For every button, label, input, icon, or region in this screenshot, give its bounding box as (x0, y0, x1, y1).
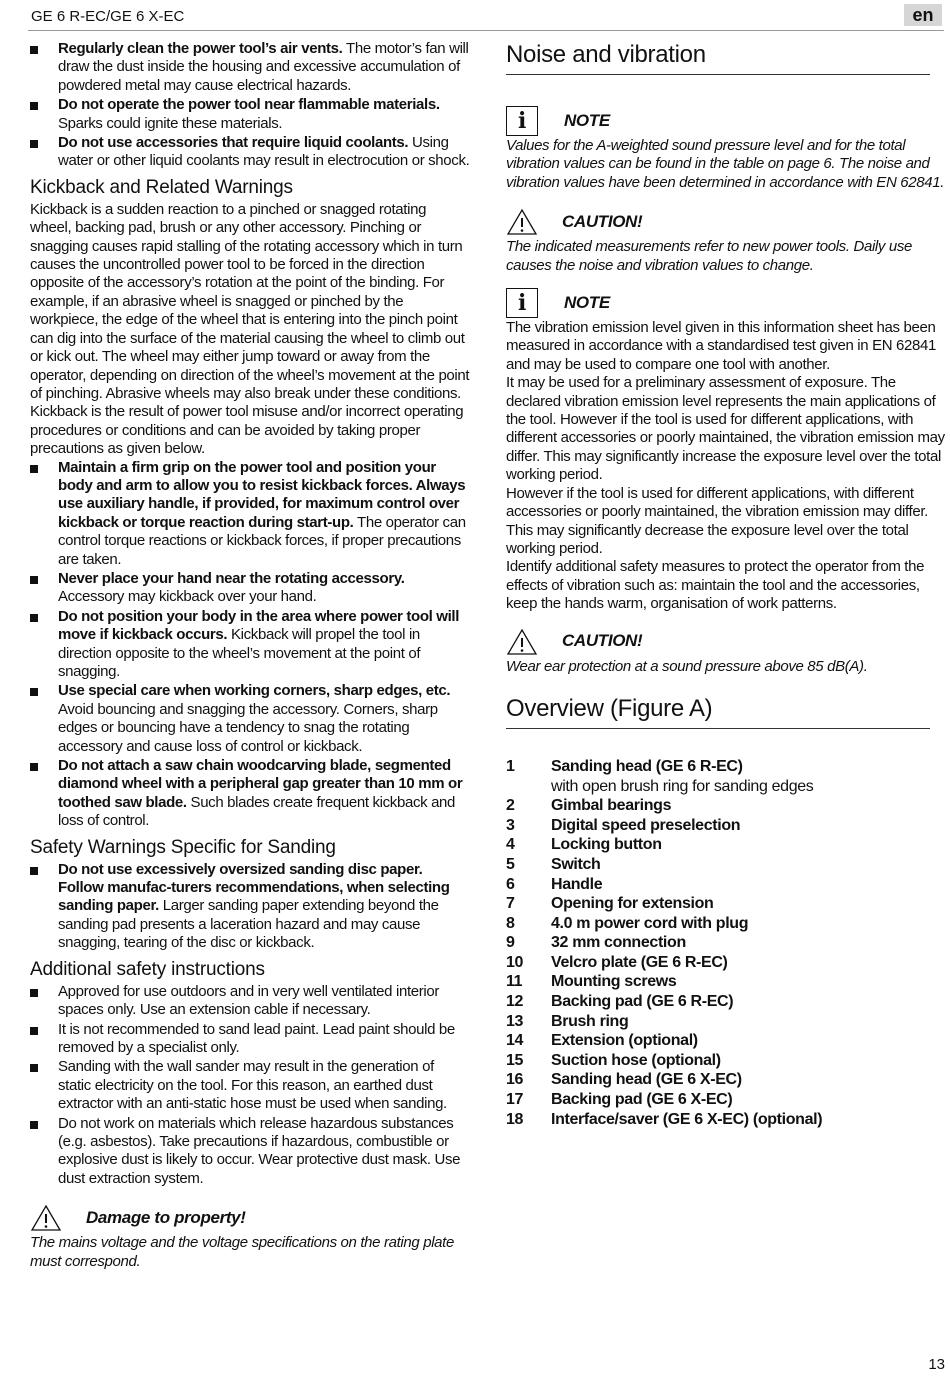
item-label: Handle (551, 875, 603, 893)
bullet-square-icon (30, 867, 38, 875)
item-number: 1 (506, 757, 515, 775)
overview-item (506, 1090, 946, 1110)
item-label: Gimbal bearings (551, 797, 672, 815)
warning-triangle-icon (30, 1204, 62, 1232)
item-label: Locking button (551, 836, 662, 854)
item-label: Interface/saver (GE 6 X-EC) (optional) (551, 1110, 823, 1128)
overview-heading: Overview (Figure A) (506, 694, 930, 729)
list-item (30, 983, 470, 1020)
overview-item (506, 953, 946, 973)
right-column (506, 40, 946, 1129)
header-title: GE 6 R-EC/GE 6 X-EC (31, 8, 185, 25)
item-number: 4 (506, 836, 515, 854)
list-item-text: Accessory may kickback over your hand. (58, 588, 317, 606)
item-label: 32 mm connection (551, 934, 686, 952)
list-item (30, 608, 470, 682)
warning-triangle-icon (506, 628, 538, 656)
list-item-text: Do not work on materials which release hazardous substances (e.g. asbestos). Take precautions if hazardous, combustible or explosive dust is likely to occur. Wear protective dust mask. Use dust extraction system. (58, 1114, 461, 1187)
list-item-text: Sanding with the wall sander may result in the generation of static electricity on the tool. For this reason, an earthed dust extractor with an anti-static hose must be used when sanding. (58, 1058, 447, 1113)
notice-head (506, 626, 946, 658)
overview-item (506, 914, 946, 934)
damage-label: Damage to property! (86, 1207, 246, 1227)
list-item (30, 40, 470, 95)
overview-item (506, 796, 946, 816)
item-number: 10 (506, 953, 524, 971)
bullet-list-additional (30, 983, 470, 1188)
caution-2 (506, 626, 946, 676)
notice-head (506, 206, 946, 238)
bullet-square-icon (30, 46, 38, 54)
list-item (30, 1021, 470, 1058)
bullet-square-icon (30, 1064, 38, 1072)
item-number: 8 (506, 914, 515, 932)
note-text: Values for the A-weighted sound pressure level and for the total vibration values can be found in the table on page 6. The noise and vibration values have been determined in accordance with EN 62841. (506, 137, 945, 191)
list-item-bold: Do not use accessories that require liquid coolants. (58, 134, 409, 152)
item-number: 9 (506, 934, 515, 952)
list-item-text: It is not recommended to sand lead paint. Lead paint should be removed by a specialist only. (58, 1020, 455, 1056)
item-sublabel: with open brush ring for sanding edges (551, 777, 814, 795)
overview-item (506, 992, 946, 1012)
overview-item (506, 757, 946, 777)
item-label: Extension (optional) (551, 1032, 698, 1050)
list-item-bold: Do not position your body in the area where power tool will move if kickback occurs. (58, 607, 460, 644)
caution-label: CAUTION! (562, 212, 643, 232)
overview-list (506, 757, 946, 1129)
bullet-square-icon (30, 576, 38, 584)
item-label: Suction hose (optional) (551, 1051, 721, 1069)
list-item-bold: Do not use excessively oversized sanding disc paper. Follow manufac-turers recommendations, when selecting sanding paper. (58, 860, 450, 915)
bullet-square-icon (30, 1027, 38, 1035)
notice-head (506, 105, 946, 137)
item-number: 17 (506, 1091, 524, 1109)
overview-item (506, 855, 946, 875)
overview-item (506, 1110, 946, 1130)
item-label: Sanding head (GE 6 X-EC) (551, 1071, 742, 1089)
list-item (30, 1058, 470, 1113)
info-icon: i (506, 288, 538, 318)
list-item-text: The motor’s fan will draw the dust inside the housing and excessive accumulation of powdered metal may cause electrical hazards. (58, 40, 469, 94)
caution-text: Wear ear protection at a sound pressure above 85 dB(A). (506, 657, 868, 675)
list-item-text: Kickback will propel the tool in direction opposite to the wheel’s movement at the point of snagging. (58, 626, 421, 680)
list-item-text: The operator can control torque reactions or kickback forces, if proper precautions are taken. (58, 513, 466, 568)
sanding-heading: Safety Warnings Specific for Sanding (30, 836, 336, 858)
note-label: NOTE (564, 110, 610, 130)
note-paragraph: It may be used for a preliminary assessment of exposure. The declared vibration emission level represents the main applications of the tool. However if the tool is used for different applications, with different accessories or poorly maintained, the vibration emission may differ. This may significantly increase the exposure level over the total working period. (506, 374, 945, 484)
item-label: Digital speed preselection (551, 816, 741, 834)
note-1 (506, 105, 946, 192)
item-number: 16 (506, 1071, 524, 1089)
item-number: 18 (506, 1110, 524, 1128)
damage-text: The mains voltage and the voltage specifications on the rating plate must correspond. (30, 1234, 454, 1270)
bullet-square-icon (30, 465, 38, 473)
item-label: Brush ring (551, 1012, 629, 1030)
list-item (30, 134, 470, 171)
item-label: Backing pad (GE 6 R-EC) (551, 993, 734, 1011)
overview-item (506, 894, 946, 914)
kickback-heading: Kickback and Related Warnings (30, 176, 293, 198)
list-item (30, 570, 470, 607)
bullet-square-icon (30, 1121, 38, 1129)
list-item-bold: Maintain a firm grip on the power tool and position your body and arm to allow you to resist kickback forces. Always use auxiliary handle, if provided, for maximum control over kickback or torque reaction during start-up. (58, 458, 466, 531)
bullet-square-icon (30, 989, 38, 997)
list-item-bold: Do not operate the power tool near flammable materials. (58, 96, 440, 114)
list-item-bold: Regularly clean the power tool’s air vents. (58, 40, 343, 57)
overview-item (506, 1051, 946, 1071)
list-item-text: Avoid bouncing and snagging the accessory. Corners, sharp edges or bouncing have a tendency to snag the rotating accessory and cause loss of control or kickback. (58, 700, 438, 755)
warning-triangle-icon (506, 208, 538, 236)
bullet-square-icon (30, 763, 38, 771)
item-number: 12 (506, 993, 524, 1011)
overview-item (506, 972, 946, 992)
overview-item (506, 835, 946, 855)
list-item (30, 861, 470, 953)
list-item-text: Larger sanding paper extending beyond the sanding pad presents a laceration hazard and may cause snagging, tearing of the disc or kickback. (58, 897, 439, 952)
list-item-text: Approved for use outdoors and in very well ventilated interior spaces only. Use an extension cable if necessary. (58, 982, 440, 1019)
damage-notice (30, 1202, 470, 1271)
item-label: Opening for extension (551, 895, 714, 913)
bullet-list-sanding (30, 861, 470, 953)
note-paragraph: However if the tool is used for different applications, with different accessories or poorly maintained, the vibration emission may differ. This may significantly decrease the exposure level over the total working period. (506, 484, 928, 557)
notice-head (30, 1202, 470, 1234)
info-icon: i (506, 106, 538, 136)
overview-item (506, 1070, 946, 1090)
bullet-list-general (30, 40, 470, 171)
additional-heading: Additional safety instructions (30, 958, 265, 980)
overview-item (506, 933, 946, 953)
item-number: 2 (506, 797, 515, 815)
item-number: 7 (506, 895, 515, 913)
left-column (30, 40, 470, 1271)
page-number: 13 (928, 1356, 945, 1373)
noise-heading: Noise and vibration (506, 40, 930, 75)
item-label: Backing pad (GE 6 X-EC) (551, 1091, 733, 1109)
language-badge: en (904, 4, 942, 26)
caution-text: The indicated measurements refer to new power tools. Daily use causes the noise and vibration values to change. (506, 238, 913, 274)
caution-label: CAUTION! (562, 631, 643, 651)
list-item-bold: Use special care when working corners, sharp edges, etc. (58, 682, 451, 700)
caution-1 (506, 206, 946, 275)
item-number: 3 (506, 816, 515, 834)
page-header (28, 6, 944, 31)
list-item-bold: Do not attach a saw chain woodcarving blade, segmented diamond wheel with a peripheral gap greater than 10 mm or toothed saw blade. (58, 757, 463, 811)
note-paragraph: Identify additional safety measures to protect the operator from the effects of vibration such as: maintain the tool and the accessories, keep the hands warm, organisation of work patterns. (506, 558, 925, 613)
bullet-square-icon (30, 614, 38, 622)
item-number: 6 (506, 875, 515, 893)
item-number: 15 (506, 1051, 524, 1069)
item-number: 5 (506, 855, 515, 873)
notice-head (506, 287, 946, 319)
bullet-square-icon (30, 140, 38, 148)
overview-item (506, 1031, 946, 1051)
list-item-text: Sparks could ignite these materials. (58, 114, 283, 132)
list-item (30, 757, 470, 831)
overview-item (506, 816, 946, 836)
overview-item (506, 1012, 946, 1032)
list-item (30, 459, 470, 569)
item-label: Switch (551, 855, 601, 873)
item-number: 11 (506, 973, 523, 991)
item-label: Velcro plate (GE 6 R-EC) (551, 953, 728, 971)
overview-item (506, 875, 946, 895)
bullet-list-kickback (30, 459, 470, 831)
list-item (30, 96, 470, 133)
note-label: NOTE (564, 292, 610, 312)
bullet-square-icon (30, 688, 38, 696)
list-item-bold: Never place your hand near the rotating accessory. (58, 569, 405, 587)
list-item (30, 682, 470, 756)
bullet-square-icon (30, 102, 38, 110)
item-number: 14 (506, 1032, 524, 1050)
kickback-paragraph: Kickback is a sudden reaction to a pinched or snagged rotating wheel, backing pad, brush or any other accessory. Pinching or snagging causes rapid stalling of the rotating accessory which in turn causes the uncontrolled power tool to be forced in the direction opposite of the accessory’s rotation at the point of the binding. For example, if an abrasive wheel is snagged or pinched by the workpiece, the edge of the wheel that is entering into the pinch point can dig into the surface of the material causing the wheel to climb out or kick out. The wheel may either jump toward or away from the operator, depending on direction of the wheel’s movement at the point of pinching. Abrasive wheels may also break under these conditions. Kickback is the result of power tool misuse and/or incorrect operating procedures or conditions and can be avoided by taking proper precautions as given below. (30, 200, 470, 458)
list-item-text: Such blades create frequent kickback and loss of control. (58, 793, 456, 830)
item-label: Sanding head (GE 6 R-EC) (551, 757, 743, 775)
note-paragraph: The vibration emission level given in this information sheet has been measured in accordance with a standardised test given in EN 62841 and may be used to compare one tool with another. (506, 319, 937, 373)
note-2 (506, 287, 946, 614)
item-label: Mounting screws (551, 973, 677, 991)
list-item (30, 1115, 470, 1189)
list-item-text: Using water or other liquid coolants may result in electrocution or shock. (58, 134, 470, 170)
item-label: 4.0 m power cord with plug (551, 914, 749, 932)
item-number: 13 (506, 1012, 524, 1030)
